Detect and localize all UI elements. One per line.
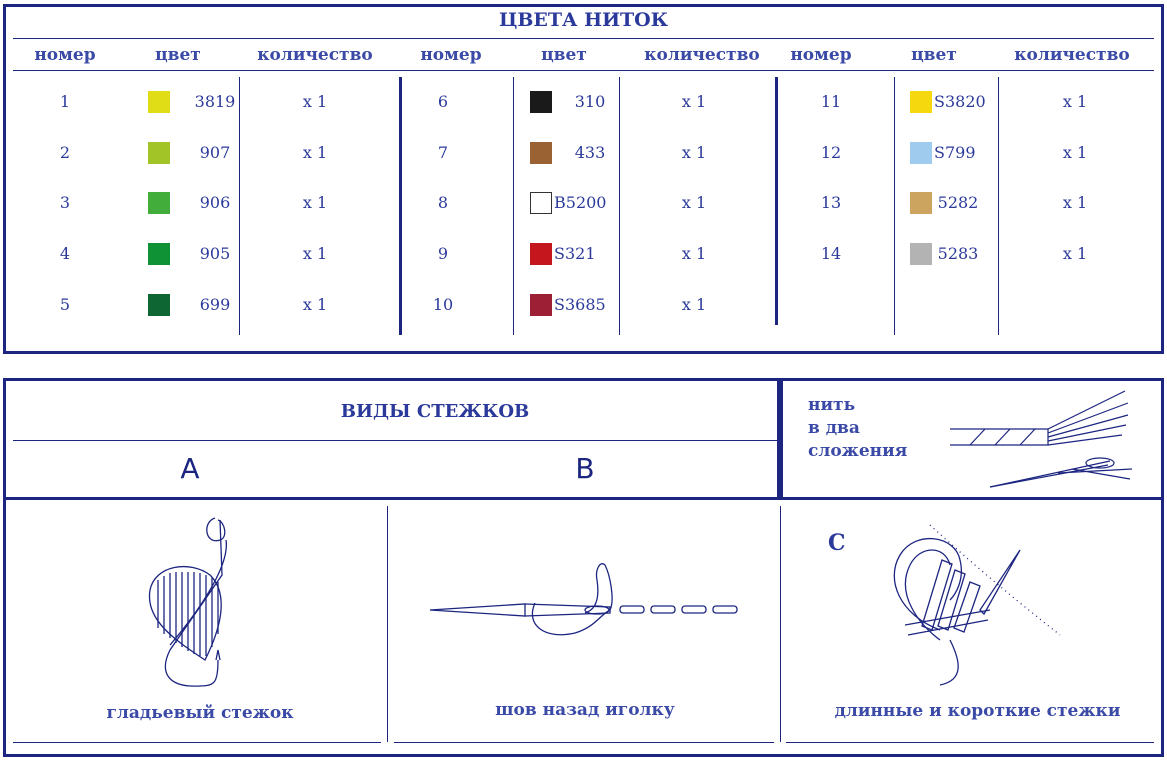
color-code: 310 bbox=[574, 92, 606, 111]
thread-quantity: x 1 bbox=[302, 92, 328, 111]
thread-note-line-2: в два bbox=[808, 418, 860, 438]
thread-number: 9 bbox=[437, 244, 449, 263]
bottom-rule bbox=[786, 742, 1154, 743]
thread-number: 2 bbox=[59, 143, 71, 162]
stitch-label-a: A bbox=[180, 452, 200, 485]
thread-number: 1 bbox=[59, 92, 71, 111]
thread-quantity: x 1 bbox=[681, 244, 707, 263]
color-swatch bbox=[148, 294, 170, 316]
stitch-types-panel bbox=[3, 378, 780, 500]
color-code: S3685 bbox=[554, 295, 606, 314]
color-swatch bbox=[530, 91, 552, 113]
caption-back-stitch: шов назад иголку bbox=[495, 700, 675, 720]
stitch-title-divider bbox=[13, 440, 778, 441]
stitch-label-c: C bbox=[828, 530, 846, 556]
header-quantity: количество bbox=[644, 45, 760, 65]
thread-number: 12 bbox=[820, 143, 842, 162]
thread-number: 7 bbox=[437, 143, 449, 162]
thread-colors-title: ЦВЕТА НИТОК bbox=[498, 9, 668, 31]
color-code: 907 bbox=[199, 143, 231, 162]
header-color: цвет bbox=[155, 45, 201, 65]
color-swatch bbox=[148, 192, 170, 214]
thread-number: 4 bbox=[59, 244, 71, 263]
thread-number: 6 bbox=[437, 92, 449, 111]
thread-quantity: x 1 bbox=[1062, 244, 1088, 263]
color-code: S3820 bbox=[934, 92, 986, 111]
color-swatch bbox=[530, 142, 552, 164]
color-code: B5200 bbox=[554, 193, 607, 212]
thread-note-line-1: нить bbox=[808, 395, 856, 415]
header-quantity: количество bbox=[257, 45, 373, 65]
title-divider bbox=[13, 38, 1154, 39]
color-code: 5282 bbox=[937, 193, 979, 212]
satin-stitch-illustration bbox=[130, 510, 250, 695]
color-swatch bbox=[910, 142, 932, 164]
thread-number: 10 bbox=[432, 295, 454, 314]
color-swatch bbox=[148, 243, 170, 265]
header-quantity: количество bbox=[1014, 45, 1130, 65]
thread-number: 11 bbox=[820, 92, 842, 111]
header-color: цвет bbox=[911, 45, 957, 65]
color-swatch bbox=[530, 243, 552, 265]
color-code: 905 bbox=[199, 244, 231, 263]
thread-number: 3 bbox=[59, 193, 71, 212]
group-divider bbox=[399, 77, 402, 335]
thread-quantity: x 1 bbox=[1062, 143, 1088, 162]
thread-quantity: x 1 bbox=[681, 92, 707, 111]
illustration-divider bbox=[780, 506, 781, 742]
color-code: 433 bbox=[574, 143, 606, 162]
color-code: 699 bbox=[199, 295, 231, 314]
col-divider bbox=[894, 77, 895, 335]
color-code: S799 bbox=[934, 143, 976, 162]
stitch-label-b: B bbox=[575, 452, 595, 485]
bottom-rule bbox=[394, 742, 774, 743]
thread-number: 5 bbox=[59, 295, 71, 314]
thread-quantity: x 1 bbox=[681, 193, 707, 212]
thread-quantity: x 1 bbox=[302, 143, 328, 162]
col-divider bbox=[513, 77, 514, 335]
thread-quantity: x 1 bbox=[302, 193, 328, 212]
color-swatch bbox=[148, 91, 170, 113]
color-swatch bbox=[530, 294, 552, 316]
color-code: 906 bbox=[199, 193, 231, 212]
thread-quantity: x 1 bbox=[1062, 193, 1088, 212]
col-divider bbox=[998, 77, 999, 335]
caption-satin-stitch: гладьевый стежок bbox=[106, 703, 294, 723]
thread-note-line-3: сложения bbox=[808, 441, 908, 461]
doubled-thread-illustration bbox=[940, 385, 1140, 495]
thread-quantity: x 1 bbox=[302, 295, 328, 314]
color-code: 3819 bbox=[194, 92, 236, 111]
header-color: цвет bbox=[541, 45, 587, 65]
color-swatch bbox=[148, 142, 170, 164]
group-divider bbox=[775, 77, 778, 325]
long-short-stitch-illustration bbox=[880, 520, 1080, 690]
thread-quantity: x 1 bbox=[1062, 92, 1088, 111]
header-number: номер bbox=[34, 45, 96, 65]
color-code: 5283 bbox=[937, 244, 979, 263]
thread-number: 14 bbox=[820, 244, 842, 263]
thread-quantity: x 1 bbox=[681, 295, 707, 314]
thread-number: 13 bbox=[820, 193, 842, 212]
color-swatch bbox=[910, 91, 932, 113]
color-swatch bbox=[530, 192, 552, 214]
thread-quantity: x 1 bbox=[302, 244, 328, 263]
back-stitch-illustration bbox=[425, 555, 745, 645]
illustration-divider bbox=[387, 506, 388, 742]
stitch-types-title: ВИДЫ СТЕЖКОВ bbox=[340, 401, 530, 422]
header-divider bbox=[13, 70, 1154, 71]
header-number: номер bbox=[420, 45, 482, 65]
header-number: номер bbox=[790, 45, 852, 65]
bottom-rule bbox=[13, 742, 381, 743]
thread-number: 8 bbox=[437, 193, 449, 212]
thread-quantity: x 1 bbox=[681, 143, 707, 162]
color-code: S321 bbox=[554, 244, 596, 263]
caption-long-short-stitches: длинные и короткие стежки bbox=[834, 701, 1121, 721]
